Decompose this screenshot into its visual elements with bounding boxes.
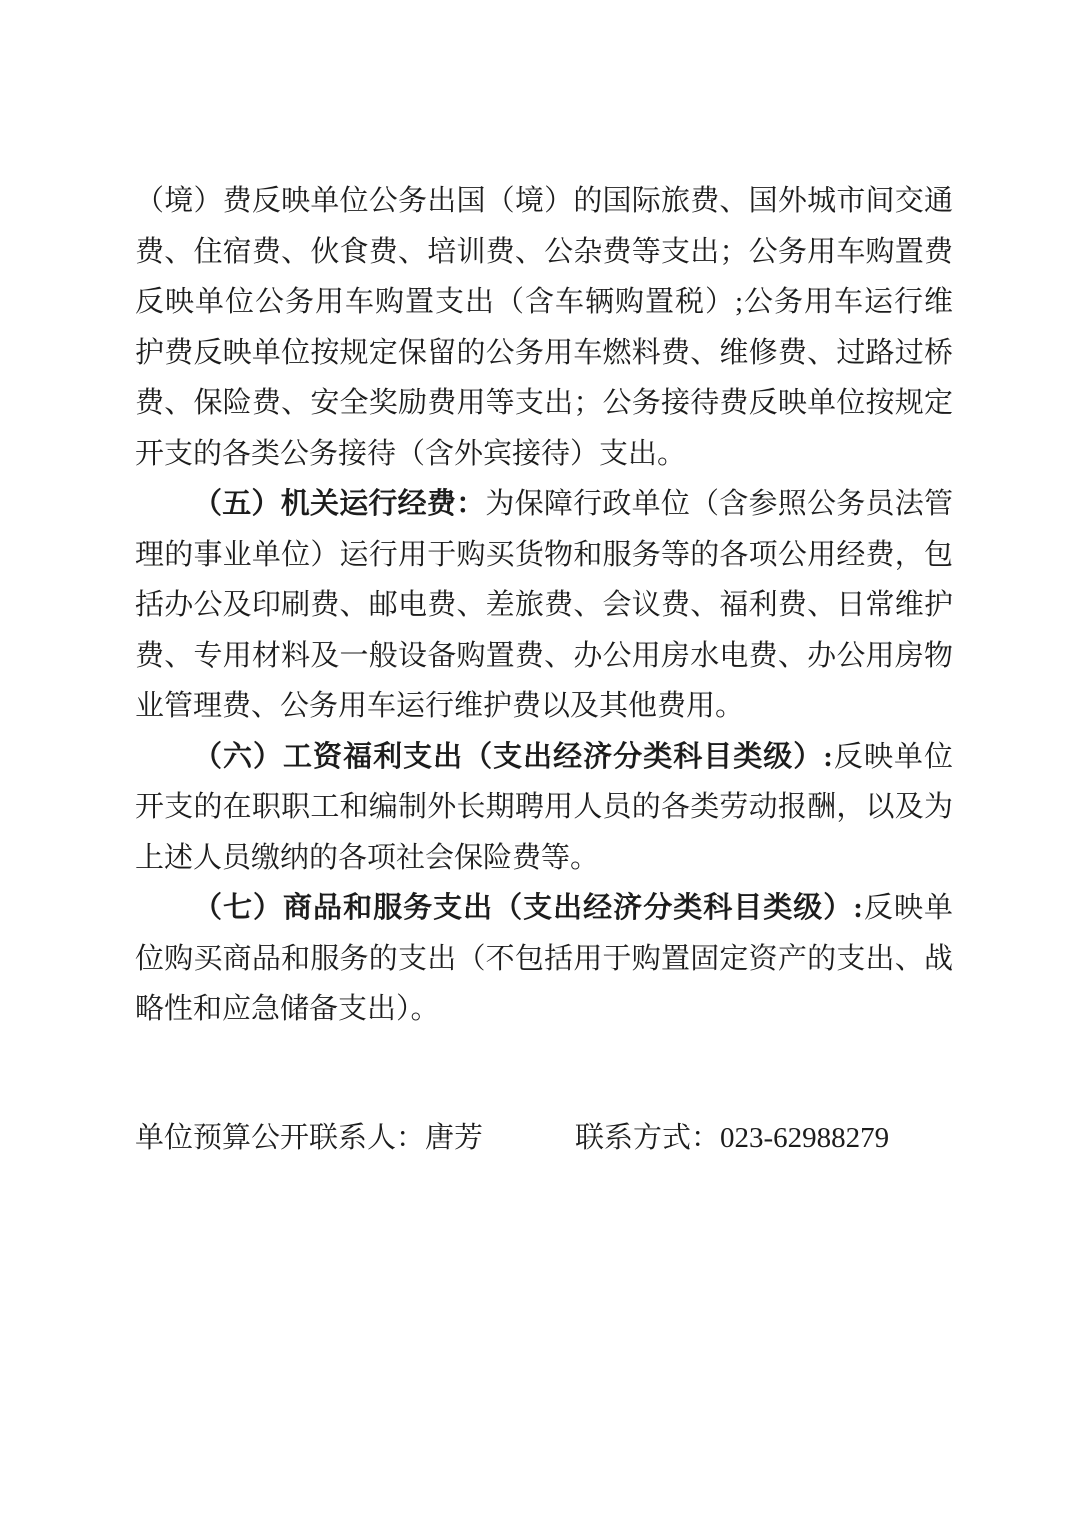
paragraph-section-7-goods-services-expenditure [135,883,953,1035]
contact-person: 单位预算公开联系人：唐芳 [135,1122,484,1154]
paragraph-section-5-agency-operating-expenses [135,479,953,732]
paragraph-body-text: 反映单位开支的在职职工和编制外长期聘用人员的各类劳动报酬，以及为上述人员缴纳的各项社会保险费等。 [135,740,953,874]
section-5-heading: （五）机关运行经费： [193,488,486,520]
paragraph-three-public-funds [135,176,953,479]
paragraph-body-text: 反映单位购买商品和服务的支出（不包括用于购置固定资产的支出、战略性和应急储备支出）。 [135,892,953,1025]
contact-line [135,1113,953,1164]
contact-phone: 联系方式：023-62988279 [575,1122,890,1154]
document-body [135,176,953,1035]
paragraph-body-text: （境）费反映单位公务出国（境）的国际旅费、国外城市间交通费、住宿费、伙食费、培训费、公杂费等支出；公务用车购置费反映单位公务用车购置支出（含车辆购置税）;公务用车运行维护费反映单位按规定保留的公务用车燃料费、维修费、过路过桥费、保险费、安全奖励费用等支出；公务接待费反映单位按规定开支的各类公务接待（含外宾接待）支出。 [135,185,953,470]
paragraph-body-text: 为保障行政单位（含参照公务员法管理的事业单位）运行用于购买货物和服务等的各项公用经费，包括办公及印刷费、邮电费、差旅费、会议费、福利费、日常维护费、专用材料及一般设备购置费、办公用房水电费、办公用房物业管理费、公务用车运行维护费以及其他费用。 [135,488,953,722]
section-6-heading: （六）工资福利支出（支出经济分类科目类级）: [193,740,833,773]
paragraph-section-6-wage-welfare-expenditure [135,732,953,884]
section-7-heading: （七）商品和服务支出（支出经济分类科目类级）: [193,892,863,924]
